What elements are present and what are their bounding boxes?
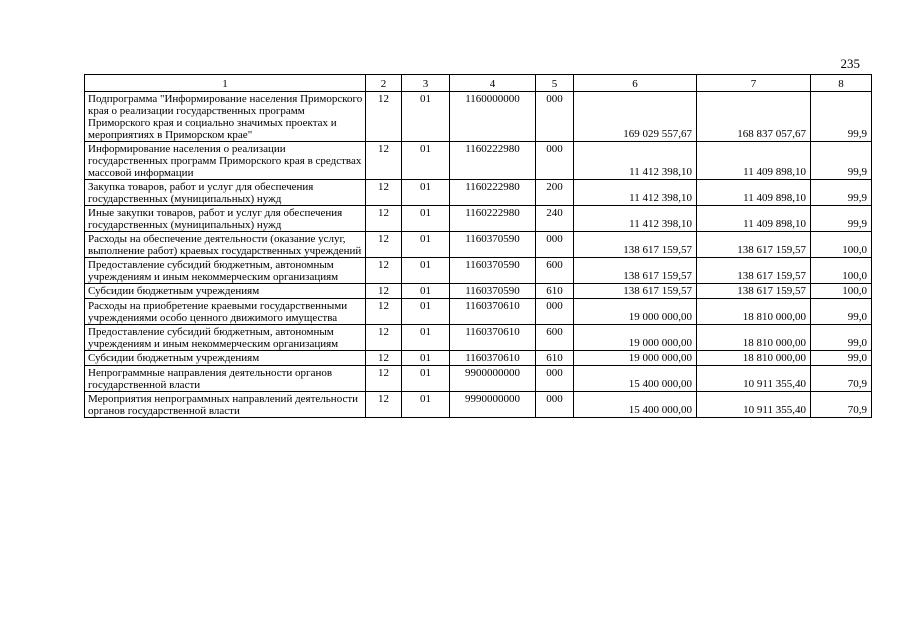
row-expense-type: 000 [536,299,574,325]
row-target-article: 1160222980 [450,180,536,206]
row-name: Информирование населения о реализации государственных программ Приморского края в средствах массовой информации [85,142,366,180]
column-header: 6 [574,75,697,92]
row-name: Предоставление субсидий бюджетным, автономным учреждениям и иным некоммерческим организациям [85,258,366,284]
row-percent: 99,9 [811,92,872,142]
row-name: Иные закупки товаров, работ и услуг для обеспечения государственных (муниципальных) нужд [85,206,366,232]
row-subsection: 01 [402,299,450,325]
row-executed: 18 810 000,00 [697,325,811,351]
row-target-article: 1160370590 [450,258,536,284]
row-subsection: 01 [402,206,450,232]
row-expense-type: 000 [536,92,574,142]
table-row [85,299,872,325]
row-planned: 11 412 398,10 [574,206,697,232]
row-percent: 99,9 [811,180,872,206]
row-planned: 138 617 159,57 [574,232,697,258]
row-subsection: 01 [402,392,450,418]
row-section: 12 [366,142,402,180]
row-executed: 138 617 159,57 [697,232,811,258]
row-subsection: 01 [402,258,450,284]
row-expense-type: 600 [536,325,574,351]
row-expense-type: 200 [536,180,574,206]
row-percent: 70,9 [811,392,872,418]
row-percent: 99,0 [811,325,872,351]
row-section: 12 [366,366,402,392]
row-executed: 11 409 898,10 [697,142,811,180]
row-target-article: 1160000000 [450,92,536,142]
row-target-article: 1160370610 [450,325,536,351]
table-header-row [85,75,872,92]
column-header: 1 [85,75,366,92]
row-subsection: 01 [402,92,450,142]
row-subsection: 01 [402,284,450,299]
column-header: 8 [811,75,872,92]
row-planned: 11 412 398,10 [574,142,697,180]
row-subsection: 01 [402,142,450,180]
row-name: Расходы на обеспечение деятельности (оказание услуг, выполнение работ) краевых государственных учреждений [85,232,366,258]
row-expense-type: 610 [536,351,574,366]
row-percent: 99,9 [811,206,872,232]
column-header: 7 [697,75,811,92]
row-executed: 11 409 898,10 [697,206,811,232]
row-percent: 99,0 [811,351,872,366]
row-name: Предоставление субсидий бюджетным, автономным учреждениям и иным некоммерческим организациям [85,325,366,351]
row-name: Субсидии бюджетным учреждениям [85,284,366,299]
column-header: 3 [402,75,450,92]
row-expense-type: 000 [536,142,574,180]
row-percent: 100,0 [811,232,872,258]
row-percent: 100,0 [811,258,872,284]
row-percent: 99,9 [811,142,872,180]
row-planned: 138 617 159,57 [574,284,697,299]
row-executed: 138 617 159,57 [697,284,811,299]
row-subsection: 01 [402,325,450,351]
row-section: 12 [366,299,402,325]
row-planned: 169 029 557,67 [574,92,697,142]
table-row [85,325,872,351]
row-target-article: 1160222980 [450,142,536,180]
row-executed: 11 409 898,10 [697,180,811,206]
row-name: Непрограммные направления деятельности органов государственной власти [85,366,366,392]
table-row [85,258,872,284]
row-target-article: 1160370590 [450,232,536,258]
row-section: 12 [366,351,402,366]
column-header: 2 [366,75,402,92]
row-planned: 19 000 000,00 [574,325,697,351]
row-planned: 19 000 000,00 [574,299,697,325]
row-name: Закупка товаров, работ и услуг для обеспечения государственных (муниципальных) нужд [85,180,366,206]
row-name: Подпрограмма "Информирование населения Приморского края о реализации государственных программ Приморского края и социально значимых проектах и мероприятиях в Приморском крае" [85,92,366,142]
row-target-article: 1160370590 [450,284,536,299]
row-subsection: 01 [402,180,450,206]
row-planned: 15 400 000,00 [574,366,697,392]
row-expense-type: 600 [536,258,574,284]
row-section: 12 [366,92,402,142]
row-executed: 18 810 000,00 [697,351,811,366]
row-executed: 10 911 355,40 [697,392,811,418]
table-row [85,284,872,299]
table-row [85,142,872,180]
budget-table [84,74,872,418]
row-section: 12 [366,206,402,232]
row-planned: 19 000 000,00 [574,351,697,366]
row-executed: 18 810 000,00 [697,299,811,325]
column-header: 4 [450,75,536,92]
row-executed: 168 837 057,67 [697,92,811,142]
table-row [85,180,872,206]
row-percent: 70,9 [811,366,872,392]
row-target-article: 1160222980 [450,206,536,232]
row-expense-type: 000 [536,366,574,392]
row-section: 12 [366,284,402,299]
row-planned: 138 617 159,57 [574,258,697,284]
table-row [85,206,872,232]
row-percent: 99,0 [811,299,872,325]
row-executed: 10 911 355,40 [697,366,811,392]
row-section: 12 [366,392,402,418]
table-row [85,351,872,366]
row-expense-type: 610 [536,284,574,299]
table-row [85,232,872,258]
row-percent: 100,0 [811,284,872,299]
row-subsection: 01 [402,366,450,392]
row-expense-type: 240 [536,206,574,232]
row-target-article: 9900000000 [450,366,536,392]
row-expense-type: 000 [536,392,574,418]
row-section: 12 [366,180,402,206]
row-name: Расходы на приобретение краевыми государственными учреждениями особо ценного движимого имущества [85,299,366,325]
row-section: 12 [366,325,402,351]
row-subsection: 01 [402,232,450,258]
row-planned: 15 400 000,00 [574,392,697,418]
table-row [85,366,872,392]
row-expense-type: 000 [536,232,574,258]
column-header: 5 [536,75,574,92]
row-section: 12 [366,258,402,284]
table-row [85,92,872,142]
page-number: 235 [840,56,860,71]
row-executed: 138 617 159,57 [697,258,811,284]
row-target-article: 9990000000 [450,392,536,418]
table-row [85,392,872,418]
row-name: Мероприятия непрограммных направлений деятельности органов государственной власти [85,392,366,418]
row-target-article: 1160370610 [450,299,536,325]
row-target-article: 1160370610 [450,351,536,366]
row-subsection: 01 [402,351,450,366]
row-section: 12 [366,232,402,258]
row-planned: 11 412 398,10 [574,180,697,206]
row-name: Субсидии бюджетным учреждениям [85,351,366,366]
